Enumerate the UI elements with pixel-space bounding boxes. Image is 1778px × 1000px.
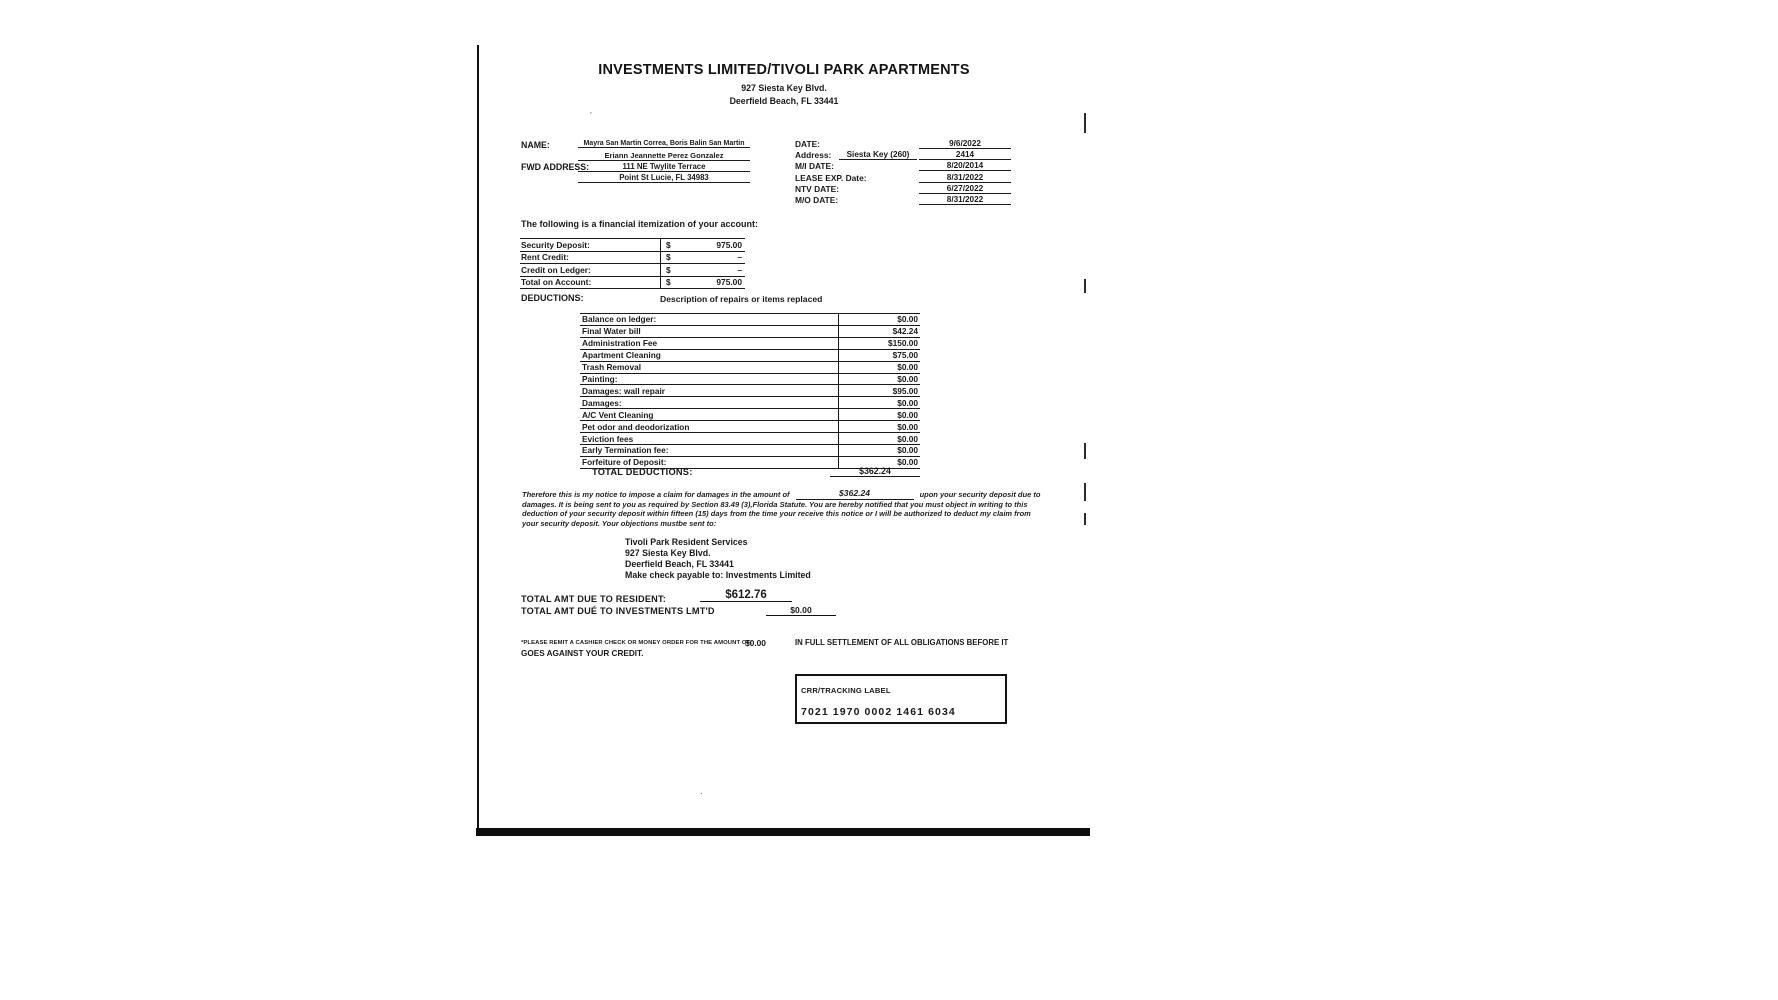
notice-line1 [522, 489, 1042, 500]
notice-claim-amount: $362.24 [796, 489, 914, 500]
account-table [520, 238, 745, 289]
deductions-description-header: Description of repairs or items replaced [660, 294, 823, 304]
deduction-item-label: Pet odor and deodorization [582, 421, 690, 432]
meta-row [795, 173, 1013, 184]
deduction-item-amount: $150.00 [838, 338, 920, 349]
deduction-item-label: Damages: [582, 397, 622, 408]
deduction-item-label: A/C Vent Cleaning [582, 409, 654, 420]
deduction-item-amount: $0.00 [838, 374, 920, 385]
account-table-row [520, 264, 745, 277]
deductions-table [580, 313, 920, 469]
account-row-label: Total on Account: [521, 277, 592, 288]
deduction-row [580, 350, 920, 362]
account-row-label: Security Deposit: [521, 239, 590, 250]
meta-value: 8/31/2022 [919, 173, 1011, 183]
account-row-currency: $ [660, 239, 682, 251]
meta-row [795, 150, 1013, 161]
deduction-item-amount: $0.00 [838, 421, 920, 432]
meta-label: DATE: [795, 139, 820, 149]
meta-value: 6/27/2022 [919, 184, 1011, 194]
deduction-item-amount: $0.00 [838, 457, 920, 468]
deduction-item-label: Balance on ledger: [582, 314, 657, 325]
notice-body-line: your security deposit. Your objections mustbe sent to: [522, 518, 717, 528]
meta-row [795, 161, 1013, 172]
settlement-note-small: *PLEASE REMIT A CASHIER CHECK OR MONEY ORDER FOR THE AMOUNT OF: [521, 640, 753, 646]
name-label: NAME: [521, 140, 550, 150]
deduction-item-label: Administration Fee [582, 338, 658, 349]
settlement-note-amount: $0.00 [745, 638, 766, 648]
tenant-name-line2: Eriann Jeannette Perez Gonzalez [578, 151, 750, 161]
total-due-investments-amount: $0.00 [766, 605, 836, 616]
account-row-amount: – [737, 264, 742, 275]
deduction-item-amount: $95.00 [838, 385, 920, 396]
meta-row [795, 139, 1013, 150]
deduction-row [580, 421, 920, 433]
fwd-address-line2: Point St Lucie, FL 34983 [578, 173, 750, 183]
account-row-amount: 975.00 [716, 277, 742, 288]
deduction-row [580, 409, 920, 421]
deduction-item-amount: $0.00 [838, 362, 920, 373]
meta-value: 8/31/2022 [919, 195, 1011, 205]
deduction-item-amount: $0.00 [838, 397, 920, 408]
deduction-item-label: Eviction fees [582, 433, 634, 444]
remit-address-block [625, 537, 811, 581]
scan-edge-artifact [1084, 483, 1086, 501]
settlement-note-caps-line2: GOES AGAINST YOUR CREDIT. [521, 649, 644, 658]
scan-bottom-bar [476, 828, 1090, 836]
document-page [478, 45, 1090, 837]
meta-row [795, 195, 1013, 206]
meta-label: Address: [795, 150, 832, 161]
deduction-item-amount: $42.24 [838, 326, 920, 337]
deduction-row [580, 397, 920, 409]
account-row-currency: $ [660, 277, 682, 289]
meta-value: 9/6/2022 [919, 139, 1011, 149]
itemization-intro: The following is a financial itemization of your account: [521, 219, 759, 229]
deduction-row [580, 326, 920, 338]
meta-row [795, 184, 1013, 195]
total-due-resident-label: TOTAL AMT DUE TO RESIDENT: [521, 594, 667, 604]
company-address-line2: Deerfield Beach, FL 33441 [729, 96, 839, 106]
meta-label: M/I DATE: [795, 161, 834, 172]
deduction-row [580, 362, 920, 374]
account-row-currency: $ [660, 252, 682, 264]
deduction-row [580, 314, 920, 326]
scan-edge-artifact [1084, 113, 1086, 133]
remit-line4: Make check payable to: Investments Limited [625, 570, 811, 580]
deduction-item-label: Apartment Cleaning [582, 350, 661, 361]
meta-value: 8/20/2014 [919, 161, 1011, 171]
total-deductions-amount: $362.24 [830, 466, 920, 477]
scan-left-border [477, 45, 479, 831]
deduction-row [580, 433, 920, 445]
settlement-note-caps-line1: IN FULL SETTLEMENT OF ALL OBLIGATIONS BEFORE IT [795, 638, 1009, 647]
deduction-row [580, 374, 920, 386]
scan-edge-artifact [1084, 513, 1086, 525]
deduction-item-label: Trash Removal [582, 362, 642, 373]
tracking-number: 7021 1970 0002 1461 6034 [801, 706, 956, 718]
deduction-item-amount: $0.00 [838, 445, 920, 456]
company-address-line1: 927 Siesta Key Blvd. [741, 83, 827, 93]
deduction-item-amount: $0.00 [838, 409, 920, 420]
scan-edge-artifact [1084, 279, 1086, 293]
remit-line1: Tivoli Park Resident Services [625, 537, 748, 547]
account-row-amount: – [737, 252, 742, 263]
account-row-amount: 975.00 [716, 239, 742, 250]
deduction-row [580, 338, 920, 350]
deduction-row [580, 445, 920, 457]
account-table-row [520, 252, 745, 265]
scan-speck: · [700, 789, 703, 798]
notice-body-line: damages. It is being sent to you as required by Section 83.49 (3),Florida Statute. You are hereby notified that you must object in writing to this [522, 499, 1028, 509]
meta-label: LEASE EXP. Date: [795, 172, 867, 183]
remit-line3: Deerfield Beach, FL 33441 [625, 559, 734, 569]
total-deductions-label: TOTAL DEDUCTIONS: [592, 467, 693, 477]
tracking-label-title: CRR/TRACKING LABEL [801, 686, 891, 695]
deductions-label: DEDUCTIONS: [521, 293, 584, 303]
deduction-item-label: Painting: [582, 373, 618, 384]
tracking-label-box [795, 674, 1007, 724]
deduction-item-amount: $0.00 [838, 314, 920, 325]
meta-value: 2414 [919, 150, 1011, 160]
total-due-resident-amount: $612.76 [700, 589, 792, 602]
account-table-row [520, 239, 745, 252]
meta-inline-value: Siesta Key (260) [839, 150, 917, 160]
statutory-notice [522, 489, 1042, 528]
fwd-address-line1: 111 NE Twylite Terrace [578, 162, 750, 172]
deduction-item-label: Damages: wall repair [582, 385, 666, 396]
fwd-address-label: FWD ADDRESS: [521, 162, 590, 172]
tenant-name-line1: Mayra San Martin Correa, Boris Balin San Martin [578, 140, 750, 148]
deduction-item-amount: $0.00 [838, 433, 920, 444]
account-row-label: Rent Credit: [521, 252, 569, 263]
deduction-row [580, 385, 920, 397]
account-row-currency: $ [660, 264, 682, 276]
scan-speck: ’ [590, 111, 592, 120]
deduction-item-label: Forfeiture of Deposit: [582, 457, 667, 468]
notice-line1-pre: Therefore this is my notice to impose a claim for damages in the amount of [522, 490, 790, 499]
account-table-row [520, 277, 745, 290]
notice-line1-post: upon your security deposit due to [919, 490, 1041, 499]
deduction-item-amount: $75.00 [838, 350, 920, 361]
deduction-item-label: Early Termination fee: [582, 445, 669, 456]
remit-line2: 927 Siesta Key Blvd. [625, 548, 711, 558]
notice-body-line: deduction of your security deposit within fifteen (15) days from the time your receive this notice or I will be authorized to deduct my claim from [522, 509, 1031, 519]
total-due-investments-label: TOTAL AMT DUÉ TO INVESTMENTS LMT'D [521, 606, 715, 616]
meta-label: NTV DATE: [795, 183, 840, 194]
scan-edge-artifact [1084, 443, 1086, 459]
deduction-item-label: Final Water bill [582, 326, 641, 337]
meta-label: M/O DATE: [795, 194, 839, 205]
lease-meta-block [795, 139, 1013, 206]
account-row-label: Credit on Ledger: [521, 264, 591, 275]
document-title: INVESTMENTS LIMITED/TIVOLI PARK APARTMENTS [598, 62, 970, 78]
